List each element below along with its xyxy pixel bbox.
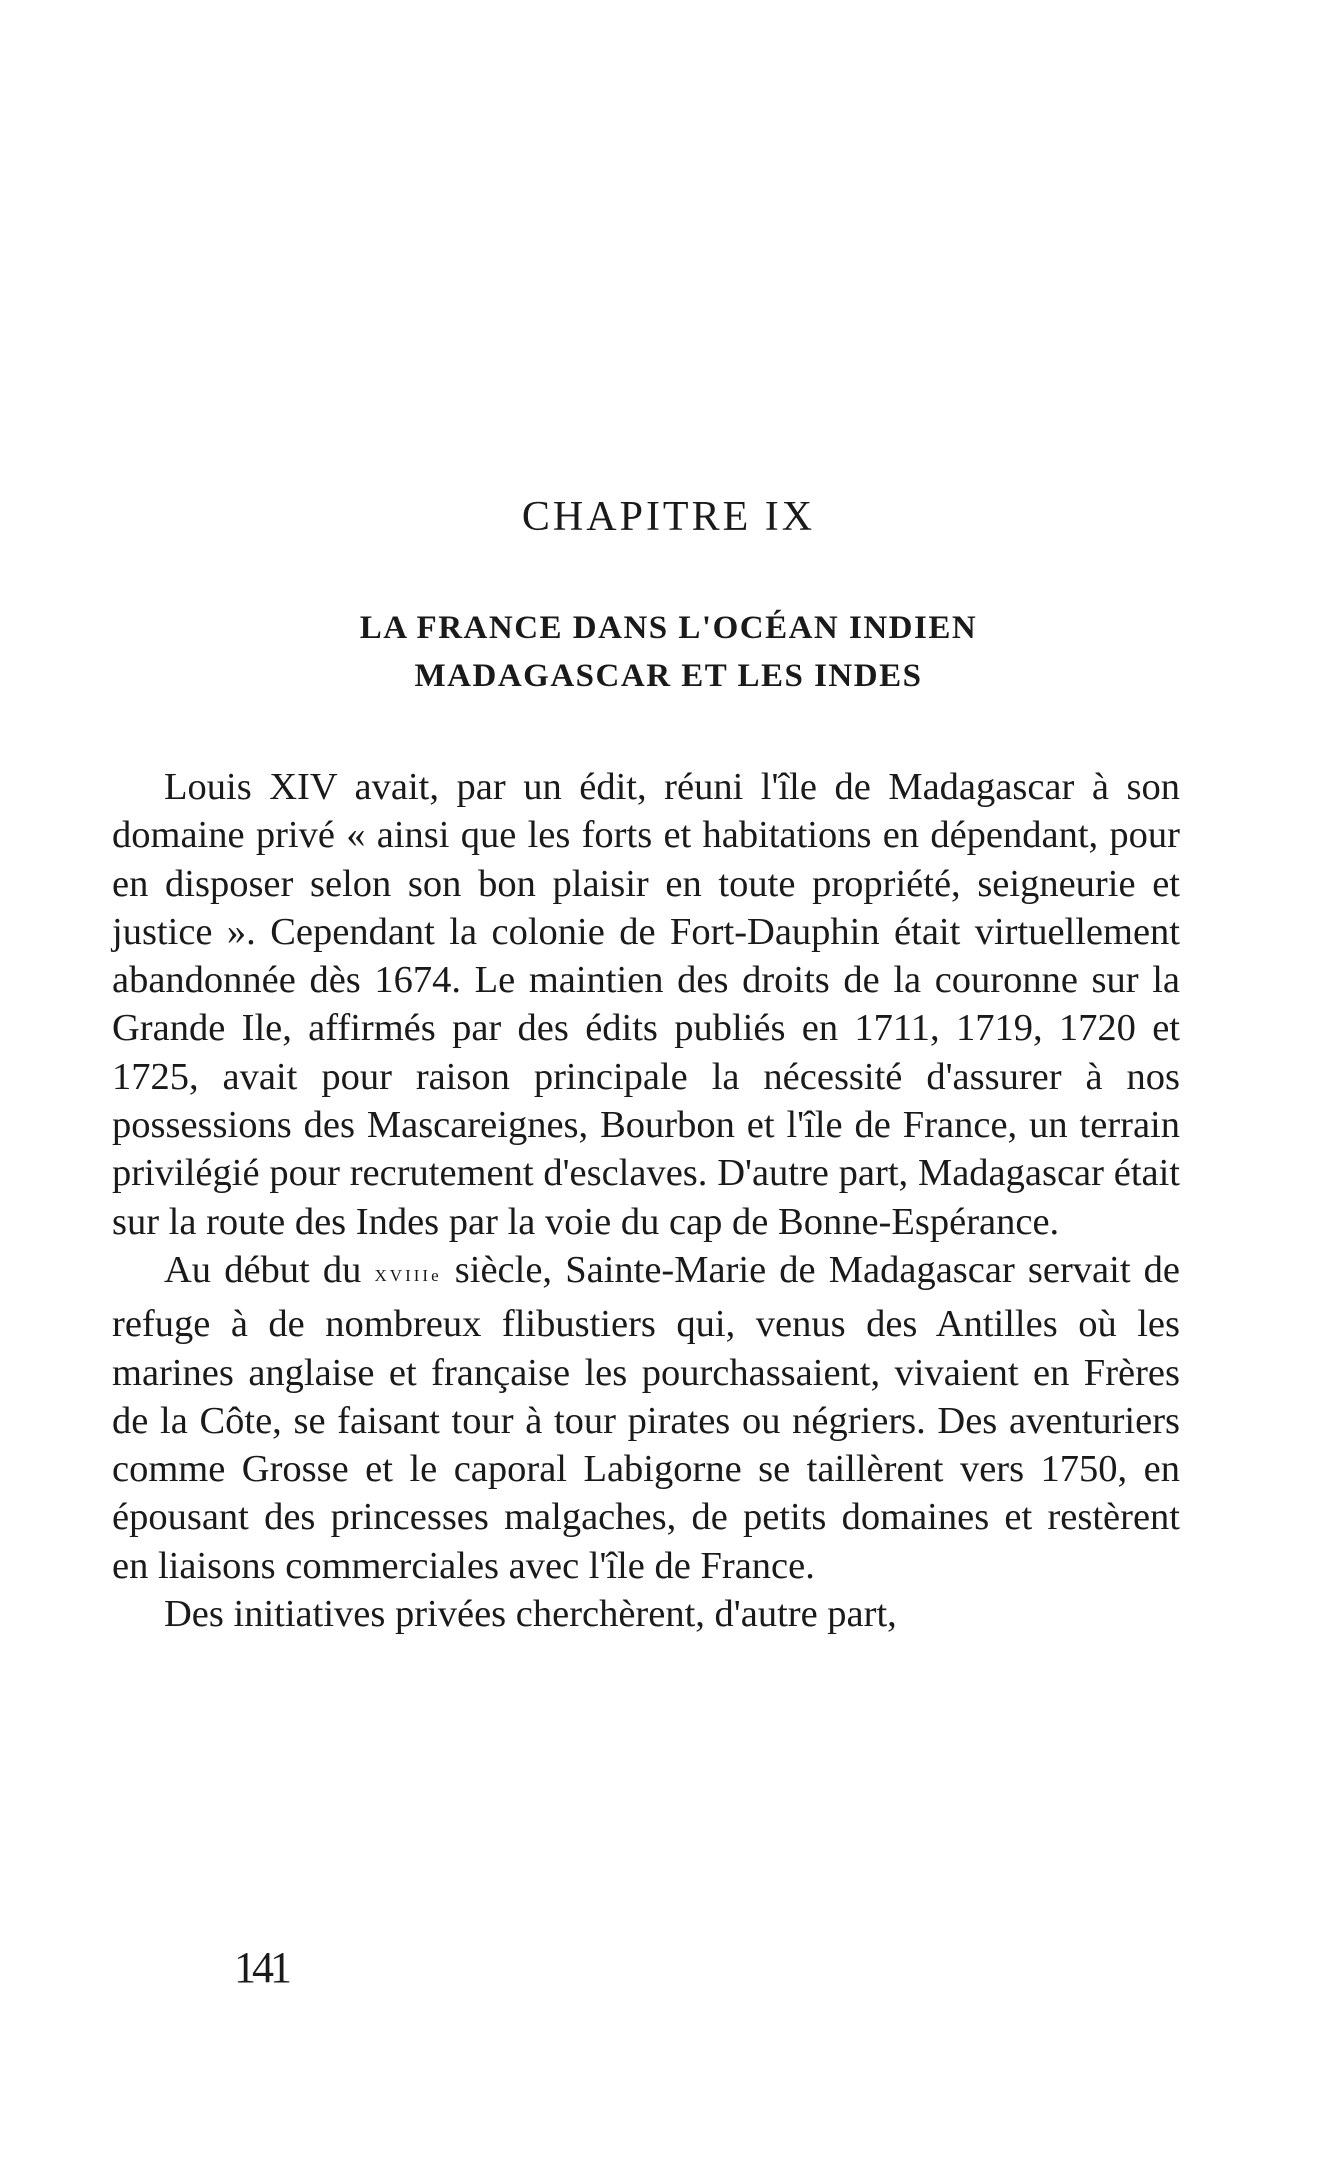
page-number: 141 [234,1943,288,1992]
century-numeral: XVIIIe [374,1265,442,1285]
chapter-title-line-2: MADAGASCAR ET LES INDES [414,658,923,694]
body-text [112,763,1180,1638]
chapter-title-line-1: LA FRANCE DANS L'OCÉAN INDIEN [359,610,978,646]
paragraph-2-start: Au début du [164,1248,362,1291]
paragraph-3: Des initiatives privées cherchèrent, d'autre part, [164,1593,897,1636]
paragraph-2 [112,1246,1180,1590]
paragraph-1: Louis XIV avait, par un édit, réuni l'île de Madagascar à son domaine privé « ainsi que les forts et habitations en dépendant, pour en disposer selon son bon plaisir en toute propriété, seigneurie et justice ». Cependant la colonie de Fort-Dauphin était virtuellement abandonnée dès 1674. Le maintien des droits de la couronne sur la Grande Ile, affirmés par des édits publiés en 1711, 1719, 1720 et 1725, avait pour raison principale la nécessité d'assurer à nos possessions des Mascareignes, Bourbon et l'île de France, un terrain privilégié pour recrutement d'esclaves. D'autre part, Madagascar était sur la route des Indes par la voie du cap de Bonne-Espérance. [112,766,1180,1243]
chapter-title [0,604,1337,700]
chapter-label: CHAPITRE IX [521,494,816,540]
paragraph-2-rest: siècle, Sainte-Marie de Madagascar servait de refuge à de nombreux flibustiers qui, venus des Antilles où les marines anglaise et française les pourchassaient, vivaient en Frères de la Côte, se faisant tour à tour pirates ou négriers. Des aventuriers comme Grosse et le caporal Labigorne se taillèrent vers 1750, en épousant des princesses malgaches, de petits domaines et restèrent en liaisons commerciales avec l'île de France. [112,1248,1181,1587]
